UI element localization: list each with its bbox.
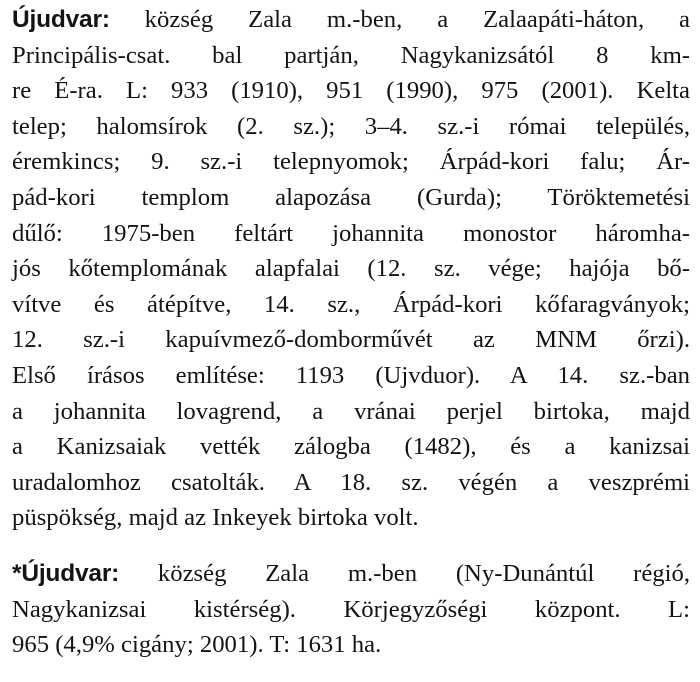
entry-ujudvar-current <box>12 556 690 663</box>
entry-line: éremkincs; 9. sz.-i telepnyomok; Árpád-kori falu; Ár- <box>12 148 690 176</box>
entry-line: Principális-csat. bal partján, Nagykanizsától 8 km- <box>12 41 690 69</box>
headword: *Újudvar: <box>12 559 120 587</box>
entry-line: Első írásos említése: 1193 (Ujvduor). A 14. sz.-ban <box>12 361 690 389</box>
entry-line: Nagykanizsai kistérség). Körjegyzőségi központ. L: <box>12 595 690 623</box>
entry-line: jós kőtemplomának alapfalai (12. sz. vége; hajója bő- <box>12 255 690 283</box>
entry-line: re É-ra. L: 933 (1910), 951 (1990), 975 (2001). Kelta <box>12 77 690 105</box>
entry-line: 12. sz.-i kapuívmező-domborművét az MNM őrzi). <box>12 326 690 354</box>
entry-line: uradalomhoz csatolták. A 18. sz. végén a veszprémi <box>12 468 690 496</box>
headword: Újudvar: <box>12 6 110 33</box>
entry-line: dűlő: 1975-ben feltárt johannita monostor háromha- <box>12 219 690 247</box>
entry-line: vítve és átépítve, 14. sz., Árpád-kori kőfaragványok; <box>12 290 690 318</box>
entry-line: 965 (4,9% cigány; 2001). T: 1631 ha. <box>12 631 382 659</box>
entry-line: pád-kori templom alapozása (Gurda); Töröktemetési <box>12 183 690 211</box>
entry-line <box>12 2 690 38</box>
document-page <box>12 2 690 663</box>
entry-line: a Kanizsaiak vették zálogba (1482), és a kanizsai <box>12 433 690 461</box>
entry-line <box>12 556 690 592</box>
entry-line: telep; halomsírok (2. sz.); 3–4. sz.-i római település, <box>12 112 690 140</box>
entry-text: község Zala m.-ben, a Zalaapáti-háton, a <box>109 6 690 33</box>
entry-line: a johannita lovagrend, a vránai perjel birtoka, majd <box>12 397 690 425</box>
entry-text: község Zala m.-ben (Ny-Dunántúl régió, <box>119 559 690 587</box>
entry-ujudvar <box>12 2 690 536</box>
entry-line: püspökség, majd az Inkeyek birtoka volt. <box>12 504 419 532</box>
